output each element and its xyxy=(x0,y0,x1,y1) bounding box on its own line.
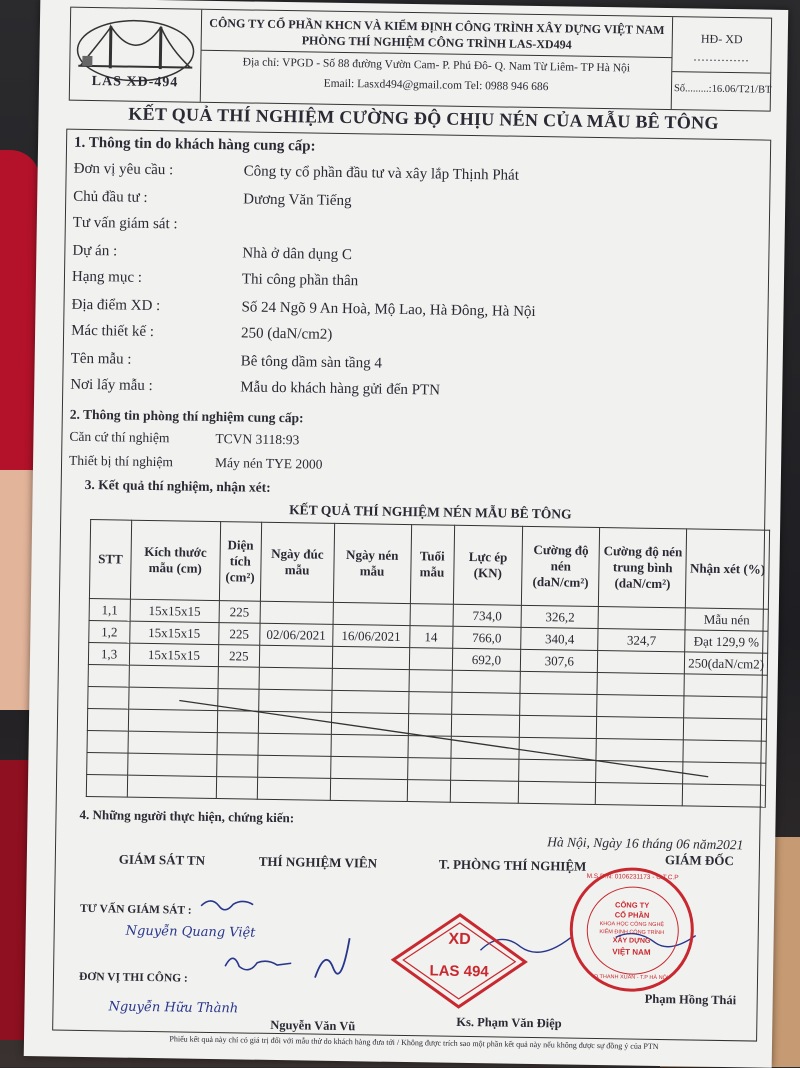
table-title: KẾT QUẢ THÍ NGHIỆM NÉN MẪU BÊ TÔNG xyxy=(289,502,572,522)
col-size: Kích thước mẫu (cm) xyxy=(130,520,220,600)
col-strength: Cường độ nén (daN/cm²) xyxy=(522,526,600,606)
field-value: Nhà ở dân dụng C xyxy=(242,245,353,264)
cell: 1,2 xyxy=(89,621,130,644)
field-value: Mẫu do khách hàng gửi đến PTN xyxy=(240,379,441,399)
name-technician: Nguyễn Văn Vũ xyxy=(270,1017,356,1034)
col-area: Diện tích (cm²) xyxy=(219,522,261,602)
lab-stamp-top: XD xyxy=(448,930,471,949)
role-lab-technician: THÍ NGHIỆM VIÊN xyxy=(258,853,378,871)
stamp-ring-text: M.S.D.N: 0106231173 - C.T.C.P xyxy=(586,872,679,882)
field-value: TCVN 3118:93 xyxy=(215,430,300,448)
field-label: Tư vấn giám sát : xyxy=(72,214,178,233)
cell: Mẫu nén xyxy=(685,608,768,631)
cell: 15x15x15 xyxy=(130,621,219,644)
stamp-line: KIỂM ĐỊNH CÔNG TRÌNH xyxy=(599,929,665,937)
company-contact: Email: Lasxd494@gmail.com Tel: 0988 946 686 xyxy=(323,77,549,94)
cell: 1,3 xyxy=(88,643,129,666)
field-value: Thi công phần thân xyxy=(241,271,359,290)
section3-heading: 3. Kết quả thí nghiệm, nhận xét: xyxy=(84,476,271,495)
lab-stamp-text: LAS 494 xyxy=(429,962,489,981)
signature-technician xyxy=(315,938,350,979)
field-label: Địa điểm XD : xyxy=(71,296,161,315)
cell: 225 xyxy=(218,645,259,668)
field-value: Công ty cổ phần đầu tư và xây lắp Thịnh Phát xyxy=(243,163,520,184)
sign-date: Hà Nội, Ngày 16 tháng 06 năm2021 xyxy=(547,834,744,853)
company-address: Địa chỉ: VPGD - Số 88 đường Vườn Cam- P. Phú Đô- Q. Nam Từ Liêm- TP Hà Nội xyxy=(242,56,631,75)
lab-name: PHÒNG THÍ NGHIỆM CÔNG TRÌNH LAS-XD494 xyxy=(301,33,572,52)
field-label: Căn cứ thí nghiệm xyxy=(69,428,170,446)
cell: 15x15x15 xyxy=(130,599,219,622)
role-director: GIÁM ĐỐC xyxy=(664,852,734,869)
cell: 225 xyxy=(218,623,259,646)
cell: 15x15x15 xyxy=(129,643,218,666)
role-lab-supervisor: GIÁM SÁT TN xyxy=(118,851,206,868)
section2-heading: 2. Thông tin phòng thí nghiệm cung cấp: xyxy=(69,406,304,426)
col-remark: Nhận xét (%) xyxy=(686,529,770,609)
stamp-line: XÂY DỰNG xyxy=(612,937,651,945)
stamp-line: CỔ PHẦN xyxy=(614,910,650,920)
report-title: KẾT QUẢ THÍ NGHIỆM CƯỜNG ĐỘ CHỊU NÉN CỦA MẪU BÊ TÔNG xyxy=(128,103,719,133)
stamp-line: CÔNG TY xyxy=(615,900,650,910)
tvgs-label: TƯ VẤN GIÁM SÁT : xyxy=(79,902,192,917)
cell: 734,0 xyxy=(453,604,522,627)
field-value: Máy nén TYE 2000 xyxy=(214,454,323,472)
stamp-line: VIỆT NAM xyxy=(612,947,651,957)
field-value: 250 (daN/cm2) xyxy=(240,325,333,343)
name-lab-head: Ks. Phạm Văn Điệp xyxy=(456,1014,562,1031)
field-value: Bê tông dầm sàn tầng 4 xyxy=(240,353,383,372)
col-cast-date: Ngày đúc mẫu xyxy=(260,522,334,602)
cell: Đạt 129,9 % xyxy=(685,630,768,653)
col-force: Lực ép (KN) xyxy=(453,525,523,605)
col-test-date: Ngày nén mẫu xyxy=(333,523,411,603)
company-name: CÔNG TY CỔ PHẦN KHCN VÀ KIỂM ĐỊNH CÔNG TRÌNH XÂY DỰNG VIỆT NAM xyxy=(209,15,665,37)
header-doc-info: HĐ- XD .............. Số.........:16.06/T21/BT xyxy=(673,31,772,96)
cell: 307,6 xyxy=(521,649,598,672)
cell: 250(daN/cm2) xyxy=(685,652,768,675)
signature-dvtc xyxy=(225,958,291,970)
field-label: Đơn vị yêu cầu : xyxy=(73,160,174,179)
cell: 02/06/2021 xyxy=(259,623,332,646)
cell: 1,1 xyxy=(89,599,130,622)
stamp-bottom-text: Q.THANH XUÂN - T.P HÀ NỘI xyxy=(593,974,669,982)
cell: 340,4 xyxy=(521,627,598,650)
field-label: Thiết bị thí nghiệm xyxy=(68,452,174,470)
cell: 766,0 xyxy=(452,626,521,649)
cell: 324,7 xyxy=(598,629,685,652)
field-value: Dương Văn Tiếng xyxy=(243,191,352,210)
field-label: Chủ đầu tư : xyxy=(73,188,148,206)
doc-number: Số.........:16.06/T21/BT xyxy=(673,83,772,96)
cell: 692,0 xyxy=(452,648,521,671)
name-director: Phạm Hồng Thái xyxy=(644,991,737,1008)
col-avg-strength: Cường độ nén trung bình (daN/cm²) xyxy=(599,528,687,608)
field-label: Hạng mục : xyxy=(71,268,143,286)
cell: 16/06/2021 xyxy=(332,624,409,647)
col-age: Tuổi mẫu xyxy=(410,525,454,605)
field-label: Mác thiết kế : xyxy=(71,322,155,341)
lab-stamp-shape xyxy=(389,910,531,1012)
cell: 225 xyxy=(219,601,260,624)
section4-heading: 4. Những người thực hiện, chứng kiến: xyxy=(79,806,295,826)
field-value: Số 24 Ngõ 9 An Hoà, Mộ Lao, Hà Đông, Hà Nội xyxy=(241,299,536,321)
role-lab-head: T. PHÒNG THÍ NGHIỆM xyxy=(438,856,587,874)
col-stt: STT xyxy=(89,520,131,600)
stamp-line: KHOA HỌC CÔNG NGHỆ xyxy=(599,921,665,929)
report-sheet xyxy=(24,0,789,1068)
report-footer: Phiếu kết quả này chỉ có giá trị đối với mẫu thử do khách hàng đưa tới / Không được trích sao một phần kết quả này nếu không được sự đồng ý của PTN xyxy=(169,1034,659,1052)
logo-text: LAS XD-494 xyxy=(91,74,179,91)
cell: 14 xyxy=(409,626,452,649)
field-label: Dự án : xyxy=(72,242,118,260)
field-label: Nơi lấy mẫu : xyxy=(70,376,153,395)
doc-code: HĐ- XD xyxy=(700,31,743,47)
cell: 326,2 xyxy=(521,605,598,628)
lab-stamp xyxy=(389,910,531,1012)
sig-name-dvtc: Nguyễn Hữu Thành xyxy=(108,999,239,1017)
section1-heading: 1. Thông tin do khách hàng cung cấp: xyxy=(73,134,316,155)
dvtc-label: ĐƠN VỊ THI CÔNG : xyxy=(78,970,188,985)
sig-name-tvgs: Nguyễn Quang Việt xyxy=(125,923,256,941)
signature-tvgs xyxy=(201,901,253,910)
field-label: Tên mẫu : xyxy=(70,350,132,368)
